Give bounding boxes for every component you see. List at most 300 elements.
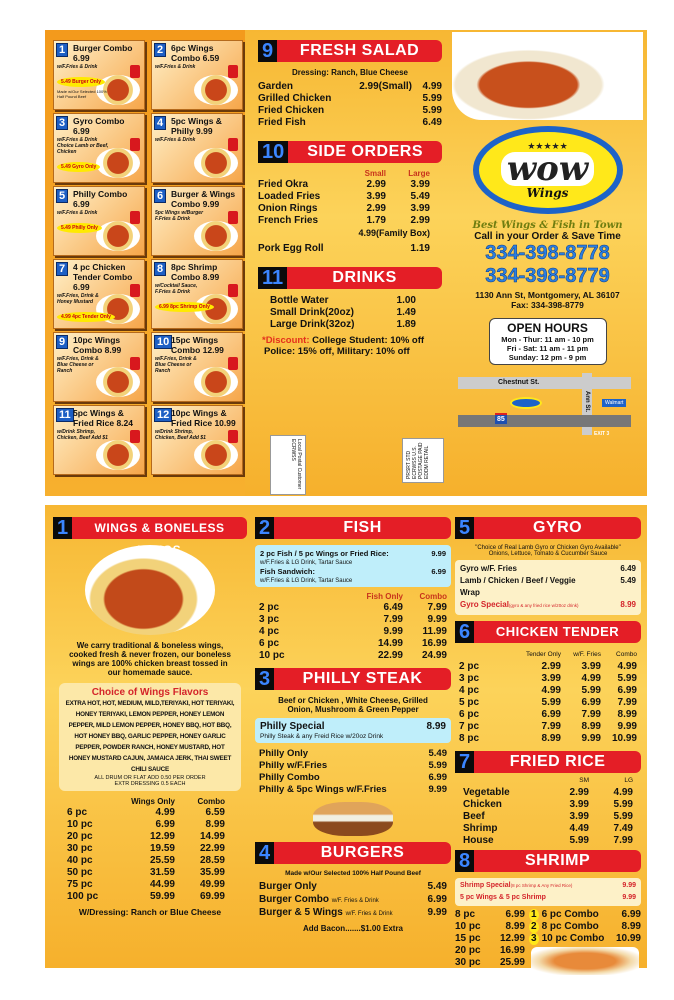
combo-card-12[interactable]: [151, 405, 243, 475]
item-name: Chicken: [463, 799, 502, 810]
item-name: Onion Rings: [258, 203, 318, 214]
menu-row: [259, 894, 447, 907]
wow-wings-logo: ★★★★★ wow Wings: [473, 126, 623, 214]
item-price: 5.49: [428, 748, 447, 759]
item-price: 5.99: [541, 697, 561, 708]
special-price: 9.99: [431, 549, 446, 558]
item-name: French Fries: [258, 215, 319, 226]
fish-price-list: [255, 602, 451, 662]
open-hours-box: [489, 318, 607, 365]
gyro-tender-rice-shrimp-column: [455, 505, 641, 968]
drinks-header: [258, 267, 442, 289]
combo-card-3[interactable]: [53, 113, 145, 183]
item-price: 1.00: [396, 295, 416, 306]
food-photo: [194, 148, 238, 178]
section-number: 9: [258, 40, 277, 62]
combo-card-6[interactable]: [151, 186, 243, 256]
item-price: 1.49: [396, 307, 416, 318]
item-price: 3.99: [410, 179, 430, 190]
item-name: 8 pc Combo: [541, 921, 599, 932]
menu-row: [259, 784, 447, 796]
extra-note: ALL DRUM OR FLAT ADD 0.50 PER ORDER: [94, 775, 206, 781]
exit-label: EXIT 3: [594, 431, 610, 437]
menu-row: [258, 105, 442, 117]
special-note: w/F.Fries & LG Drink, Tartar Sauce: [260, 578, 353, 584]
postage-indicia: PRSRT STD ECRWSS U.S. POSTAGE PAID EDDM RETAIL: [402, 438, 444, 483]
food-photo: [194, 75, 238, 105]
item-name: 7 pc: [459, 721, 480, 732]
drink-cup-icon: [130, 138, 140, 151]
item-name: Loaded Fries: [258, 191, 321, 202]
item-name: Pork Egg Roll: [258, 243, 324, 254]
menu-row: [258, 117, 442, 129]
combo-card-10[interactable]: [151, 332, 243, 402]
menu-row: [67, 891, 225, 903]
brand-column: [448, 30, 647, 496]
item-price: 16.99: [421, 638, 447, 649]
item-name: 6 pc: [259, 638, 280, 649]
menu-row: [270, 295, 416, 307]
sides-list: [258, 179, 442, 227]
hours-line: Sunday: 12 pm - 9 pm: [508, 353, 587, 362]
item-price: 5.49: [620, 576, 636, 585]
menu-row: [463, 823, 633, 835]
combo-number: 4: [154, 116, 166, 130]
item-price: 6.99: [505, 909, 525, 920]
wings-price-list: [53, 807, 247, 903]
item-price: 3.99: [569, 811, 589, 822]
item-price: 4.49: [569, 823, 589, 834]
item-name: [259, 881, 403, 894]
combo-description: w/F.Fries & Drink: [155, 64, 196, 70]
item-price: 6.59: [205, 807, 225, 818]
menu-row: [259, 907, 447, 920]
special-name: 5 pc Wings & 5 pc Shrimp: [460, 894, 546, 901]
philly-sandwich-photo: [313, 802, 393, 836]
item-price: 31.59: [149, 867, 175, 878]
item-price: 7.99: [427, 602, 447, 613]
item-price: 24.99: [421, 650, 447, 661]
item-label: Burger & 5 Wings: [259, 907, 343, 918]
special-price: 9.99: [622, 894, 636, 901]
dressing-note: W/Dressing: Ranch or Blue Cheese: [78, 907, 222, 917]
combo-description: w/Cocktail Sauce, F.Fries & Drink: [155, 283, 198, 295]
combo-title: 8pc Shrimp Combo 8.99: [171, 262, 220, 282]
label-text: ECRWSS: [290, 439, 296, 461]
item-name: 40 pc: [67, 855, 93, 866]
item-price: 59.99: [149, 891, 175, 902]
hours-line: Fri - Sat: 11 am - 11 pm: [506, 344, 589, 353]
item-name: Large Drink(32oz): [270, 319, 355, 330]
combo-title: 5pc Wings & Fried Rice 8.24: [73, 408, 134, 428]
item-name: 2 pc: [259, 602, 280, 613]
combo-description: w/Drink Shrimp, Chicken, Beef Add $1: [155, 429, 206, 441]
item-name: 20 pc: [455, 945, 481, 956]
item-price: 16.99: [499, 945, 525, 956]
item-price: 6.99: [428, 772, 447, 783]
menu-row: [67, 831, 225, 843]
shrimp-piece-list: [455, 909, 525, 969]
drink-cup-icon: [228, 284, 238, 297]
combo-title: 6pc Wings Combo 6.59: [171, 43, 220, 63]
philly-description: Beef or Chicken , White Cheese, Grilled Onion, Mushroom & Green Pepper: [278, 696, 428, 714]
item-price: [342, 93, 412, 105]
menu-row: [258, 215, 430, 227]
menu-row: [460, 563, 636, 575]
item-name: [259, 894, 403, 907]
section-title: SHRIMP: [474, 850, 641, 872]
special-price: 9.99: [622, 882, 636, 889]
price-badge: 6.99 8pc Shrimp Only: [155, 302, 214, 312]
food-photo: [194, 221, 238, 251]
discount-text: College Student: 10% off: [312, 335, 425, 346]
item-price: 28.59: [199, 855, 225, 866]
combo-note: Made w/Our Selected 100% Half Pound Beef: [57, 89, 107, 99]
menu-row: [258, 179, 430, 191]
item-price: 5.49: [427, 881, 447, 892]
col-header: Combo: [419, 592, 447, 601]
drink-cup-icon: [130, 65, 140, 78]
item-price: 5.99: [422, 105, 442, 116]
item-name: 3 pc: [259, 614, 280, 625]
item-price: 5.49: [410, 191, 430, 202]
section-number: 1: [53, 517, 72, 539]
highway: [458, 415, 631, 427]
combo-number: 6: [154, 189, 166, 203]
discount-label: *Discount:: [262, 335, 310, 346]
special-price: 8.99: [620, 600, 636, 609]
item-price: 3.99: [366, 191, 386, 202]
item-name: 30 pc: [455, 957, 481, 968]
menu-row: [463, 787, 633, 799]
address: 1130 Ann St, Montgomery, AL 36107: [475, 290, 620, 300]
col-header: Wings Only: [131, 797, 175, 806]
item-price: 8.99: [581, 721, 601, 732]
section-title: FRESH SALAD: [277, 40, 442, 62]
menu-row: [67, 879, 225, 891]
section-number: 3: [255, 668, 274, 690]
item-name: 100 pc: [67, 891, 99, 902]
phone-number[interactable]: 334-398-8778: [485, 242, 610, 264]
item-price: 7.49: [613, 823, 633, 834]
combo-card-5[interactable]: [53, 186, 145, 256]
item-price: 6.99: [155, 819, 175, 830]
store-logo-marker: [510, 397, 542, 409]
item-price: 2.99: [569, 787, 589, 798]
col-header: Combo: [616, 651, 637, 658]
phone-number[interactable]: 334-398-8779: [485, 265, 610, 287]
combo-title: 10pc Wings Combo 8.99: [73, 335, 122, 355]
combo-card-1[interactable]: [53, 40, 145, 110]
drink-cup-icon: [228, 138, 238, 151]
menu-row: [455, 957, 525, 969]
combo-description: 5pc Wings w/Burger F.Fries & Drink: [155, 210, 204, 222]
flavors-list: EXTRA HOT, HOT, MEDIUM, MILD,TERIYAKI, HOT TERIYAKI, HONEY TERIYAKI, LEMON PEPPER, HONEY LEMON PEPPER, MILD LEMON PEPPER, HONEY BBQ, HOT BBQ, HOT HONEY BBQ, GARLIC PEPPER, HONEY GARLIC PEPPER, POWDER RANCH, HONEY MUSTARD, HOT HONEY MUSTARD CAJUN, JAMAICA JERK, THAI SWEET CHILI SAUCE: [65, 700, 235, 773]
item-price: 6.49: [620, 564, 636, 573]
item-price: 4.99: [541, 685, 561, 696]
wings-header: [53, 517, 247, 557]
menu-row: [455, 921, 525, 933]
philly-list: [255, 748, 451, 796]
item-price: 4.99: [617, 661, 637, 672]
hours-line: Mon - Thur: 11 am - 10 pm: [501, 335, 594, 344]
item-name: 2 pc: [459, 661, 480, 672]
item-price: 3.99: [569, 799, 589, 810]
sides-header: [258, 141, 442, 163]
item-name: 10 pc: [455, 921, 481, 932]
item-name: 4 pc: [259, 626, 280, 637]
item-price: 11.99: [422, 626, 447, 637]
item-price: 69.99: [199, 891, 225, 902]
item-price: 3.99: [410, 203, 430, 214]
item-price: 19.59: [149, 843, 175, 854]
combo-title: 5pc Wings & Philly 9.99: [171, 116, 222, 136]
item-price: [342, 117, 412, 129]
item-price: 6.99: [621, 909, 641, 920]
item-price: 1.89: [396, 319, 416, 330]
special-name: 2 pc Fish / 5 pc Wings or Fried Rice:: [260, 549, 389, 558]
item-price: 2.99: [541, 661, 561, 672]
col-header: Small: [364, 169, 386, 178]
item-name: 6 pc Combo: [541, 909, 599, 920]
menu-row: [259, 638, 447, 650]
special-name: Gyro Special: [460, 600, 509, 609]
item-name: Philly w/F.Fries: [259, 760, 328, 771]
combo-number: 8: [154, 262, 166, 276]
gyro-list-box: [455, 560, 641, 615]
burgers-description: Made w/Our Selected 100% Half Pound Beef: [285, 870, 421, 877]
fish-header: [255, 517, 451, 539]
combo-card-7[interactable]: [53, 259, 145, 329]
item-price: 8.99: [205, 819, 225, 830]
flavors-box: [59, 683, 241, 791]
menu-row: [455, 933, 525, 945]
tender-price-list: [455, 661, 641, 745]
combo-number: 12: [154, 408, 172, 422]
item-price: 10.99: [611, 733, 637, 744]
item-price: 5.99: [428, 760, 447, 771]
menu-row: [459, 673, 637, 685]
drink-cup-icon: [228, 211, 238, 224]
combo-number-badge: 1: [531, 909, 537, 920]
menu-row: [459, 697, 637, 709]
menu-row: [259, 881, 447, 894]
item-price: 22.99: [199, 843, 225, 854]
special-name: Fish Sandwich:: [260, 567, 316, 576]
fax: Fax: 334-398-8779: [511, 300, 584, 310]
combo-number: 2: [154, 43, 166, 57]
item-name: Philly Only: [259, 748, 309, 759]
item-label: Burger Only: [259, 881, 317, 892]
item-price: 22.99: [377, 650, 403, 661]
menu-row: [459, 721, 637, 733]
flavors-title: Choice of Wings Flavors: [91, 687, 209, 698]
col-header: Combo: [197, 797, 225, 806]
col-header: Tender Only: [525, 651, 561, 658]
item-name: 4 pc: [459, 685, 480, 696]
item-price: 8.99: [541, 733, 561, 744]
item-price: 6.99: [427, 894, 447, 905]
menu-row: [67, 867, 225, 879]
item-name: Fried Okra: [258, 179, 309, 190]
wings-description: We carry traditional & boneless wings, cooked fresh & never frozen, our boneless wings are 100% chicken breast tossed in our homemade sauce.: [69, 641, 231, 677]
section-number: 11: [258, 267, 287, 289]
item-label: Burger Combo: [259, 894, 329, 905]
gyro-description: Onions, Lettuce, Tomato & Cucumber Sauce: [488, 551, 608, 557]
combo-card-9[interactable]: [53, 332, 145, 402]
section-title: CHICKEN TENDER: [474, 621, 641, 643]
drink-cup-icon: [228, 65, 238, 78]
combo-title: 15pc Wings Combo 12.99: [171, 335, 224, 355]
salad-sides-drinks-column: [252, 30, 448, 496]
item-price: 8.99: [505, 921, 525, 932]
interstate-shield-icon: 85: [495, 413, 507, 424]
combo-description: w/F.Fries, Drink & Blue Cheese or Ranch: [57, 356, 99, 374]
hours-title: OPEN HOURS: [507, 321, 588, 335]
burgers-list: [255, 881, 451, 920]
special-price: 8.99: [426, 721, 446, 732]
street-label: Ann St.: [582, 373, 592, 435]
wings-photo: [452, 32, 643, 120]
special-name: Philly Special: [260, 721, 325, 732]
combo-description: w/F.Fries & Drink: [57, 210, 98, 216]
bacon-note: Add Bacon.......$1.00 Extra: [302, 924, 404, 933]
item-name: 6 pc: [459, 709, 480, 720]
menu-row: [459, 661, 637, 673]
tender-header: [455, 621, 641, 643]
item-name: Lamb / Chicken / Beef / Veggie Wrap: [460, 576, 576, 597]
section-number: 6: [455, 621, 474, 643]
item-price: 8.99: [617, 709, 637, 720]
item-name: 10 pc: [259, 650, 285, 661]
col-header: Large: [408, 169, 430, 178]
combo-card-8[interactable]: [151, 259, 243, 329]
item-price: 25.59: [149, 855, 175, 866]
combo-number: 1: [56, 43, 68, 57]
item-price: 10.99: [615, 933, 641, 944]
item-price: 6.49: [383, 602, 403, 613]
discount-text: Police: 15% off, Military: 10% off: [264, 346, 410, 357]
drink-cup-icon: [130, 211, 140, 224]
menu-row: [463, 835, 633, 847]
inside-panel: [45, 505, 647, 968]
menu-row: [459, 685, 637, 697]
item-name: 20 pc: [67, 831, 93, 842]
combo-number: 3: [56, 116, 68, 130]
menu-row: [67, 855, 225, 867]
item-name: 5 pc: [459, 697, 480, 708]
item-note: w/F. Fries & Drink: [345, 911, 393, 917]
item-price: 9.99: [617, 721, 637, 732]
item-name: Fried Fish: [258, 117, 306, 128]
philly-special: [255, 718, 451, 743]
item-price: 3.99: [541, 673, 561, 684]
fish-specials: [255, 545, 451, 587]
section-number: 5: [455, 517, 474, 539]
item-price: 12.99: [499, 933, 525, 944]
menu-row: [529, 921, 641, 933]
item-price: 9.99: [383, 626, 403, 637]
item-price: 1.79: [366, 215, 386, 226]
menu-row: [459, 733, 637, 745]
item-name: 50 pc: [67, 867, 93, 878]
special-price: 6.99: [431, 567, 446, 576]
combo-number: 10: [154, 335, 172, 349]
item-price: 7.99: [613, 835, 633, 846]
item-name: 3 pc: [459, 673, 480, 684]
menu-row: [455, 909, 525, 921]
combo-number-badge: 2: [531, 921, 537, 932]
combo-title: Burger & Wings Combo 9.99: [171, 189, 236, 209]
section-number: 10: [258, 141, 288, 163]
col-header: Fish Only: [366, 592, 403, 601]
rice-header: [455, 751, 641, 773]
street-label: Chestnut St.: [458, 377, 631, 389]
item-name: Garden: [258, 81, 294, 92]
combo-card-11[interactable]: [53, 405, 145, 475]
wings-column: [53, 505, 247, 968]
item-price: 6.49: [422, 117, 442, 128]
combo-description: w/F.Fries & Drink: [57, 64, 98, 70]
item-price: 49.99: [199, 879, 225, 890]
item-name: 8 pc: [459, 733, 480, 744]
item-price: 9.99: [427, 614, 447, 625]
philly-header: [255, 668, 451, 690]
gyro-header: [455, 517, 641, 539]
price-badge: 4.99 4pc Tender Only: [57, 312, 115, 322]
item-name: Bottle Water: [270, 295, 329, 306]
combo-title: Burger Combo 6.99: [73, 43, 133, 63]
item-price: 2.99: [366, 203, 386, 214]
section-number: 4: [255, 842, 274, 864]
combo-title: Gyro Combo 6.99: [73, 116, 125, 136]
postal-customer-label: [270, 435, 306, 495]
item-name: Shrimp: [463, 823, 498, 834]
combo-number: 11: [56, 408, 74, 422]
special-note: (8 pc Shrimp & Any Fried Rice): [510, 883, 573, 888]
menu-row: [259, 650, 447, 662]
item-name: 6 pc: [67, 807, 88, 818]
menu-row: [67, 843, 225, 855]
menu-row: [270, 307, 416, 319]
item-name: Philly Combo: [259, 772, 320, 783]
combo-description: w/Drink Shrimp, Chicken, Beef Add $1: [57, 429, 108, 441]
shrimp-photo: [531, 947, 639, 975]
item-name: Beef: [463, 811, 485, 822]
gyro-description: "Choice of Real Lamb Gyro or Chicken Gyro Available": [475, 545, 621, 551]
combo-card-2[interactable]: [151, 40, 243, 110]
item-price: 5.99: [613, 811, 633, 822]
label-text: Local Postal Customer: [296, 439, 302, 490]
col-header: SM: [579, 777, 589, 784]
item-name: 75 pc: [67, 879, 93, 890]
item-price: 4.99: [422, 81, 442, 92]
menu-row: [258, 203, 430, 215]
combo-grid: [53, 40, 237, 475]
item-price: 12.99: [149, 831, 175, 842]
item-price: [342, 105, 412, 117]
combo-card-4[interactable]: [151, 113, 243, 183]
salad-header: [258, 40, 442, 62]
item-price: 14.99: [377, 638, 403, 649]
drink-cup-icon: [130, 430, 140, 443]
item-name: House: [463, 835, 494, 846]
col-header: w/F. Fries: [573, 651, 601, 658]
item-name: 10 pc Combo: [541, 933, 605, 944]
item-price: 5.99: [617, 673, 637, 684]
menu-row: [67, 807, 225, 819]
combo-number: 9: [56, 335, 68, 349]
